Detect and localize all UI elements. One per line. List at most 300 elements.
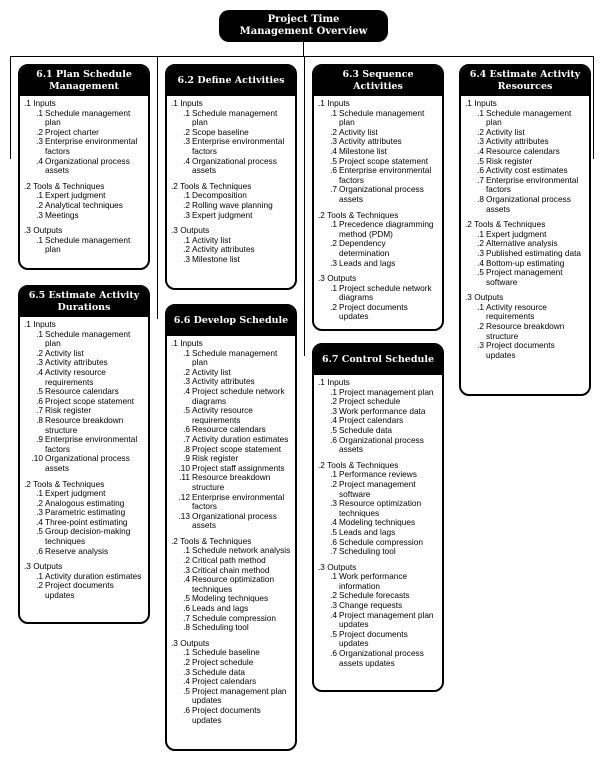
item-text: Schedule data: [339, 424, 393, 435]
process-title-line1: 6.7 Control Schedule: [321, 354, 435, 365]
item-text: Enterprise environmental factors: [192, 136, 285, 156]
item-number: .3: [330, 136, 337, 147]
item-number: .2: [36, 580, 43, 591]
item-number: .1: [330, 282, 337, 293]
item-text: Change requests: [339, 600, 403, 611]
process-section: [318, 274, 438, 322]
item-number: .3: [183, 253, 190, 264]
item-text: Activity duration estimates: [45, 570, 142, 581]
item-number: .2: [330, 396, 337, 407]
item-text: Scheduling tool: [192, 622, 249, 633]
item-text: Activity attributes: [339, 136, 402, 147]
item-number: .2: [183, 657, 190, 667]
process-title: [314, 66, 442, 96]
item-text: Activity attributes: [192, 244, 255, 255]
item-number: .1: [183, 647, 190, 658]
section-item: [171, 109, 291, 128]
section-item: [171, 687, 291, 706]
item-number: .3: [477, 136, 484, 147]
section-item: [318, 220, 438, 239]
item-number: .2: [477, 238, 484, 249]
item-number: .5: [330, 526, 337, 537]
item-number: .7: [330, 184, 337, 195]
item-number: .4: [183, 155, 190, 166]
item-text: Schedule compression: [339, 536, 423, 547]
process-body: [167, 336, 295, 725]
process-title-line1: 6.1 Plan Schedule: [36, 69, 132, 80]
section-item: [318, 480, 438, 499]
item-text: Expert judgment: [192, 209, 253, 220]
connector-left-vertical: [10, 56, 11, 159]
item-text: Activity list: [192, 234, 231, 245]
item-number: .6: [36, 545, 43, 556]
process-box-6-5: [18, 285, 150, 624]
item-number: .2: [330, 590, 337, 601]
section-title: .2 Tools & Techniques: [24, 478, 105, 489]
process-title: [167, 66, 295, 96]
item-number: .1: [183, 190, 190, 201]
section-item: [171, 349, 291, 368]
section-item: [318, 572, 438, 591]
item-number: .2: [183, 244, 190, 255]
item-number: .2: [183, 366, 190, 377]
item-number: .1: [477, 228, 484, 239]
item-text: Dependency determination: [339, 238, 390, 258]
item-number: .6: [330, 536, 337, 547]
item-text: Risk register: [192, 453, 239, 464]
item-number: .3: [36, 507, 43, 518]
item-number: .9: [36, 434, 43, 445]
item-text: Organizational process assets: [339, 184, 424, 204]
item-number: .3: [330, 498, 337, 509]
item-text: Risk register: [45, 405, 92, 416]
section-item: [24, 236, 144, 255]
section-title: .3 Outputs: [465, 292, 504, 303]
item-number: .4: [36, 366, 43, 377]
section-item: [318, 630, 438, 649]
item-number: .2: [183, 126, 190, 137]
section-title: .1 Inputs: [171, 338, 203, 348]
section-item: [24, 581, 144, 600]
item-text: Enterprise environmental factors: [486, 174, 579, 195]
item-number: .1: [183, 234, 190, 245]
section-item: [465, 109, 585, 128]
item-text: Schedule data: [192, 666, 246, 677]
item-text: Activity cost estimates: [486, 165, 568, 176]
root-title-line2: Management Overview: [239, 26, 368, 37]
item-text: Project documents updates: [45, 580, 114, 601]
item-text: Decomposition: [192, 190, 247, 201]
process-section: [171, 99, 291, 176]
item-number: .2: [330, 478, 337, 489]
item-text: Critical chain method: [192, 564, 270, 575]
item-text: Activity attributes: [45, 357, 108, 368]
item-text: Schedule forecasts: [339, 590, 410, 601]
connector-right-vertical: [593, 56, 594, 159]
item-number: .10: [31, 453, 43, 464]
section-item: [318, 649, 438, 668]
process-body: [20, 317, 148, 601]
item-text: Schedule management plan: [45, 234, 131, 255]
section-item: [318, 436, 438, 455]
process-title-line2: Durations: [57, 302, 111, 313]
section-item: [318, 109, 438, 128]
process-section: [24, 99, 144, 176]
section-title: .3 Outputs: [24, 225, 63, 236]
item-text: Activity resource requirements: [45, 366, 106, 387]
section-item: [318, 166, 438, 185]
item-text: Resource calendars: [486, 145, 560, 156]
process-title-line2: Management: [49, 81, 119, 92]
item-number: .7: [183, 433, 190, 444]
section-title: .1 Inputs: [318, 98, 350, 108]
item-text: Organizational process assets: [192, 155, 277, 176]
item-text: Bottom-up estimating: [486, 257, 565, 268]
section-item: [465, 176, 585, 195]
item-text: Schedule compression: [192, 612, 276, 623]
item-text: Expert judgment: [45, 488, 106, 499]
item-number: .12: [178, 491, 190, 502]
item-text: Risk register: [486, 155, 533, 166]
item-number: .1: [477, 301, 484, 312]
item-text: Project documents updates: [339, 628, 408, 649]
item-text: Analytical techniques: [45, 199, 123, 210]
section-item: [171, 512, 291, 531]
item-text: Organizational process assets: [486, 193, 571, 214]
item-number: .1: [477, 107, 484, 118]
item-text: Project charter: [45, 126, 99, 137]
section-title: .2 Tools & Techniques: [318, 459, 399, 470]
section-item: [24, 416, 144, 435]
process-title-line2: Activities: [353, 81, 403, 92]
connector-mid-left-vertical: [157, 56, 158, 319]
item-number: .1: [183, 347, 190, 358]
process-title-line1: 6.5 Estimate Activity: [28, 290, 140, 301]
item-text: Performance reviews: [339, 469, 417, 480]
item-text: Project staff assignments: [192, 462, 285, 473]
process-body: [461, 96, 589, 360]
section-item: [171, 493, 291, 512]
section-item: [171, 575, 291, 594]
section-title: .2 Tools & Techniques: [465, 219, 546, 230]
item-text: Expert judgment: [486, 228, 547, 239]
section-item: [465, 341, 585, 360]
process-box-6-7: [312, 343, 444, 692]
process-section: [171, 537, 291, 633]
process-section: [465, 220, 585, 287]
item-number: .2: [183, 199, 190, 210]
section-item: [171, 255, 291, 265]
item-text: Activity attributes: [486, 136, 549, 147]
process-title: [20, 66, 148, 96]
section-item: [318, 547, 438, 557]
item-text: Resource calendars: [192, 424, 266, 435]
section-title: .3 Outputs: [318, 561, 357, 572]
section-item: [171, 706, 291, 725]
item-text: Resource calendars: [45, 386, 119, 397]
process-section: [171, 639, 291, 725]
item-text: Schedule baseline: [192, 647, 260, 658]
process-section: [171, 339, 291, 531]
item-text: Organizational process assets: [339, 434, 424, 455]
item-text: Schedule management plan: [486, 107, 572, 128]
item-text: Project schedule: [339, 396, 401, 407]
item-number: .3: [477, 247, 484, 258]
item-text: Activity resource requirements: [486, 301, 547, 322]
item-number: .5: [183, 405, 190, 416]
item-text: Project management software: [339, 478, 416, 499]
item-text: Schedule management plan: [45, 328, 131, 349]
item-text: Activity list: [45, 347, 84, 358]
process-title-line1: 6.6 Develop Schedule: [173, 315, 289, 326]
item-text: Activity list: [486, 126, 525, 137]
item-text: Three-point estimating: [45, 516, 128, 527]
process-title-line1: 6.4 Estimate Activity: [469, 69, 581, 80]
item-number: .1: [330, 386, 337, 397]
item-text: Enterprise environmental factors: [45, 136, 138, 156]
root-title-box: [219, 10, 388, 42]
item-number: .4: [330, 145, 337, 156]
process-section: [24, 226, 144, 255]
section-item: [171, 137, 291, 156]
section-item: [465, 303, 585, 322]
item-text: Project documents updates: [486, 340, 555, 360]
process-section: [465, 99, 585, 214]
process-box-6-6: [165, 304, 297, 751]
item-number: .6: [183, 704, 190, 715]
section-item: [24, 109, 144, 128]
item-number: .1: [36, 570, 43, 581]
item-number: .5: [183, 685, 190, 696]
item-number: .6: [36, 395, 43, 406]
section-item: [24, 435, 144, 454]
item-text: Enterprise environmental factors: [192, 491, 285, 512]
section-item: [171, 157, 291, 176]
item-text: Published estimating data: [486, 247, 582, 258]
item-number: .4: [183, 676, 190, 687]
process-box-6-2: [165, 64, 297, 290]
item-text: Enterprise environmental factors: [45, 434, 138, 454]
item-text: Leads and lags: [339, 526, 396, 537]
item-number: .6: [183, 603, 190, 614]
section-title: .2 Tools & Techniques: [24, 180, 105, 191]
item-number: .2: [36, 497, 43, 508]
item-number: .3: [330, 600, 337, 611]
section-title: .1 Inputs: [24, 319, 56, 329]
item-text: Project scope statement: [192, 443, 282, 454]
item-text: Project scope statement: [45, 395, 135, 406]
section-item: [24, 547, 144, 557]
item-number: .2: [477, 126, 484, 137]
process-section: [318, 99, 438, 205]
section-item: [318, 239, 438, 258]
section-item: [318, 259, 438, 269]
item-number: .7: [477, 174, 484, 185]
item-text: Project management plan updates: [192, 685, 287, 706]
process-body: [314, 96, 442, 322]
section-item: [24, 527, 144, 546]
item-number: .3: [183, 136, 190, 147]
item-text: Project schedule network diagrams: [192, 385, 285, 406]
item-text: Project management plan updates: [339, 609, 434, 630]
item-text: Activity list: [192, 366, 231, 377]
process-body: [20, 96, 148, 255]
item-number: .13: [178, 510, 190, 521]
item-text: Precedence diagramming method (PDM): [339, 219, 434, 239]
item-text: Rolling wave planning: [192, 199, 273, 210]
item-number: .6: [183, 424, 190, 435]
item-text: Organizational process assets: [45, 453, 130, 473]
section-item: [171, 473, 291, 492]
section-title: .1 Inputs: [318, 377, 350, 387]
section-item: [465, 195, 585, 214]
item-number: .9: [183, 453, 190, 464]
section-title: .1 Inputs: [465, 98, 497, 108]
section-title: .3 Outputs: [171, 637, 210, 648]
section-item: [24, 157, 144, 176]
process-box-6-4: [459, 64, 591, 396]
item-text: Reserve analysis: [45, 545, 109, 556]
item-text: Schedule management plan: [45, 107, 131, 128]
item-number: .4: [477, 145, 484, 156]
item-number: .1: [330, 219, 337, 230]
item-number: .5: [477, 155, 484, 166]
item-text: Milestone list: [339, 145, 387, 156]
process-title: [20, 287, 148, 317]
item-number: .1: [36, 488, 43, 499]
item-text: Project schedule network diagrams: [339, 282, 432, 303]
item-number: .3: [36, 357, 43, 368]
item-text: Activity resource requirements: [192, 405, 253, 425]
connector-horizontal: [10, 56, 593, 57]
section-item: [171, 406, 291, 425]
item-number: .2: [36, 347, 43, 358]
item-number: .1: [330, 107, 337, 118]
section-item: [24, 368, 144, 387]
item-text: Project calendars: [339, 415, 404, 426]
item-number: .8: [183, 443, 190, 454]
item-number: .8: [36, 414, 43, 425]
item-text: Alternative analysis: [486, 238, 558, 249]
item-number: .3: [183, 564, 190, 575]
item-number: .10: [178, 462, 190, 473]
item-number: .5: [36, 526, 43, 537]
item-text: Schedule management plan: [339, 107, 425, 128]
item-text: Activity duration estimates: [192, 433, 289, 444]
item-number: .4: [36, 516, 43, 527]
item-text: Organizational process assets: [45, 155, 130, 176]
item-number: .1: [36, 190, 43, 201]
item-text: Organizational process assets: [192, 510, 277, 531]
process-box-6-3: [312, 64, 444, 331]
process-title-line1: 6.3 Sequence: [342, 69, 414, 80]
item-text: Organizational process assets updates: [339, 648, 424, 668]
section-item: [318, 611, 438, 630]
item-number: .4: [183, 385, 190, 396]
process-title: [461, 66, 589, 96]
item-number: .1: [36, 328, 43, 339]
process-body: [314, 375, 442, 668]
item-number: .2: [183, 555, 190, 566]
section-item: [24, 330, 144, 349]
process-title: [167, 306, 295, 336]
item-number: .6: [330, 434, 337, 445]
item-number: .1: [36, 107, 43, 118]
item-text: Parametric estimating: [45, 507, 126, 518]
item-text: Resource breakdown structure: [45, 414, 124, 435]
item-text: Activity list: [339, 126, 378, 137]
section-item: [24, 211, 144, 221]
process-section: [171, 182, 291, 220]
section-title: .2 Tools & Techniques: [171, 535, 252, 546]
item-text: Project calendars: [192, 676, 257, 687]
item-text: Expert judgment: [45, 190, 106, 201]
item-text: Resource optimization techniques: [192, 574, 275, 594]
item-number: .5: [330, 155, 337, 166]
process-section: [24, 480, 144, 557]
section-item: [171, 623, 291, 633]
section-title: .3 Outputs: [171, 225, 210, 236]
item-number: .1: [330, 571, 337, 582]
section-item: [171, 387, 291, 406]
item-text: Project documents updates: [192, 704, 261, 725]
item-number: .3: [36, 209, 43, 220]
section-title: .3 Outputs: [24, 561, 63, 572]
process-title: [314, 345, 442, 375]
section-item: [318, 185, 438, 204]
process-section: [318, 378, 438, 455]
item-number: .1: [183, 107, 190, 118]
item-text: Analogous estimating: [45, 497, 125, 508]
item-text: Work performance data: [339, 405, 426, 416]
item-number: .2: [330, 301, 337, 312]
item-text: Resource breakdown structure: [192, 472, 271, 492]
item-number: .8: [477, 193, 484, 204]
item-text: Leads and lags: [339, 257, 396, 268]
section-item: [465, 268, 585, 287]
item-number: .1: [330, 469, 337, 480]
connector-root-down: [303, 42, 304, 56]
process-section: [318, 461, 438, 557]
item-text: Critical path method: [192, 555, 266, 566]
process-section: [24, 182, 144, 220]
connector-mid-right-vertical: [304, 56, 305, 356]
item-text: Project management software: [486, 267, 563, 287]
item-number: .3: [330, 405, 337, 416]
item-number: .7: [36, 405, 43, 416]
item-number: .6: [330, 165, 337, 176]
item-number: .7: [330, 546, 337, 557]
item-number: .5: [36, 386, 43, 397]
item-text: Milestone list: [192, 253, 240, 264]
item-number: .4: [330, 609, 337, 620]
item-text: Schedule network analysis: [192, 545, 291, 556]
item-number: .5: [330, 628, 337, 639]
item-number: .3: [183, 376, 190, 387]
item-number: .2: [330, 126, 337, 137]
root-title-line1: Project Time: [267, 14, 340, 25]
section-item: [318, 284, 438, 303]
item-number: .6: [330, 648, 337, 659]
item-number: .1: [183, 545, 190, 556]
item-text: Work performance information: [339, 571, 408, 591]
item-number: .4: [477, 257, 484, 268]
process-title-line1: 6.2 Define Activities: [177, 75, 285, 86]
item-text: Group decision-making techniques: [45, 526, 131, 547]
item-text: Modeling techniques: [192, 593, 269, 604]
section-item: [24, 137, 144, 156]
item-text: Project scope statement: [339, 155, 429, 166]
